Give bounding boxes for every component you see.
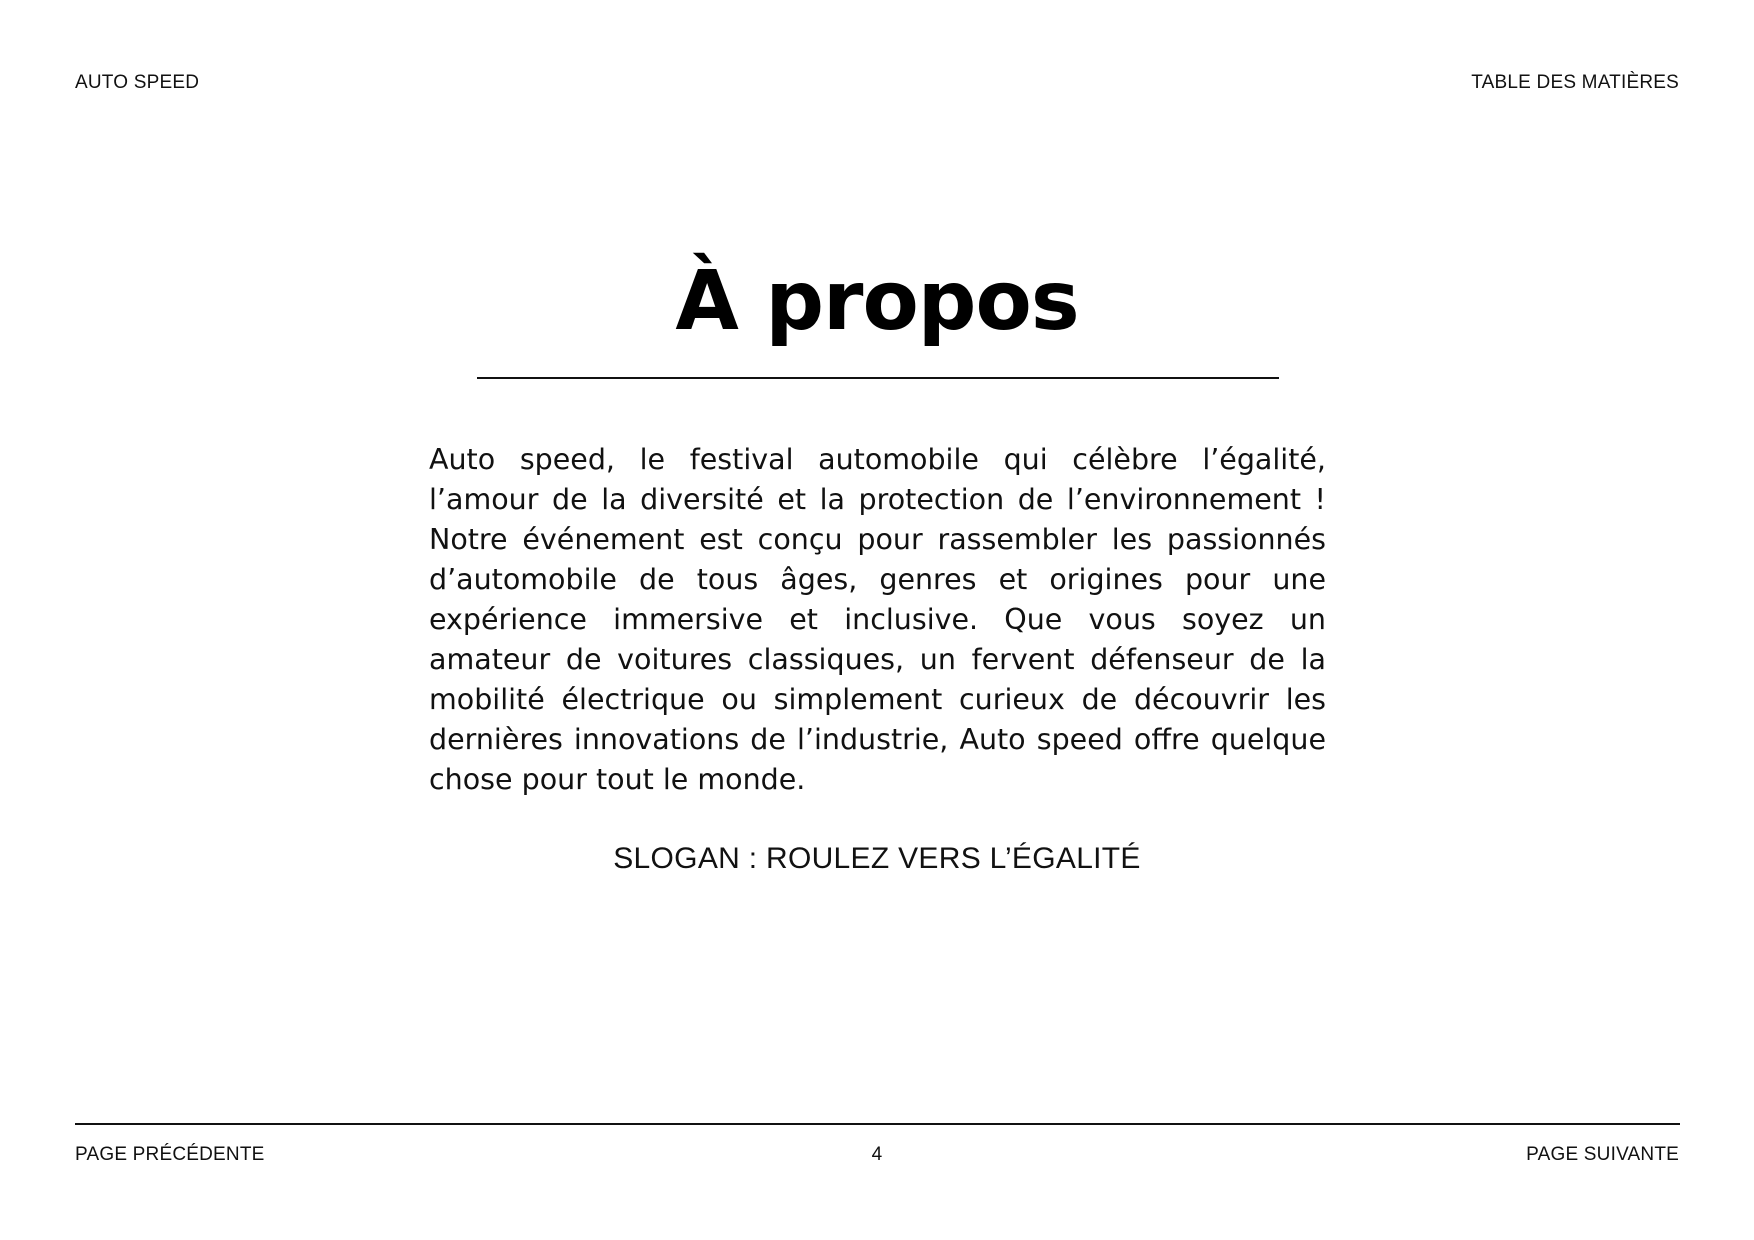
- previous-page-link[interactable]: PAGE PRÉCÉDENTE: [75, 1144, 265, 1165]
- table-of-contents-link[interactable]: TABLE DES MATIÈRES: [1471, 72, 1679, 93]
- title-divider: [477, 377, 1279, 379]
- about-paragraph: Auto speed, le festival automobile qui célèbre l’égalité, l’amour de la diversité et la protection de l’environnement ! Notre événement est conçu pour rassembler les passionnés d’automobile de tous âges, genres et origines pour une expérience immersive et inclusive. Que vous soyez un amateur de voitures classiques, un fervent défenseur de la mobilité électrique ou simplement curieux de découvrir les dernières innovations de l’industrie, Auto speed offre quelque chose pour tout le monde.: [429, 443, 1326, 796]
- page-title: À propos: [675, 254, 1079, 349]
- page-number: 4: [871, 1144, 883, 1165]
- header-brand: AUTO SPEED: [75, 72, 200, 93]
- footer-divider: [75, 1123, 1680, 1125]
- next-page-link[interactable]: PAGE SUIVANTE: [1526, 1144, 1679, 1165]
- slogan-text: SLOGAN : ROULEZ VERS L’ÉGALITÉ: [613, 842, 1141, 875]
